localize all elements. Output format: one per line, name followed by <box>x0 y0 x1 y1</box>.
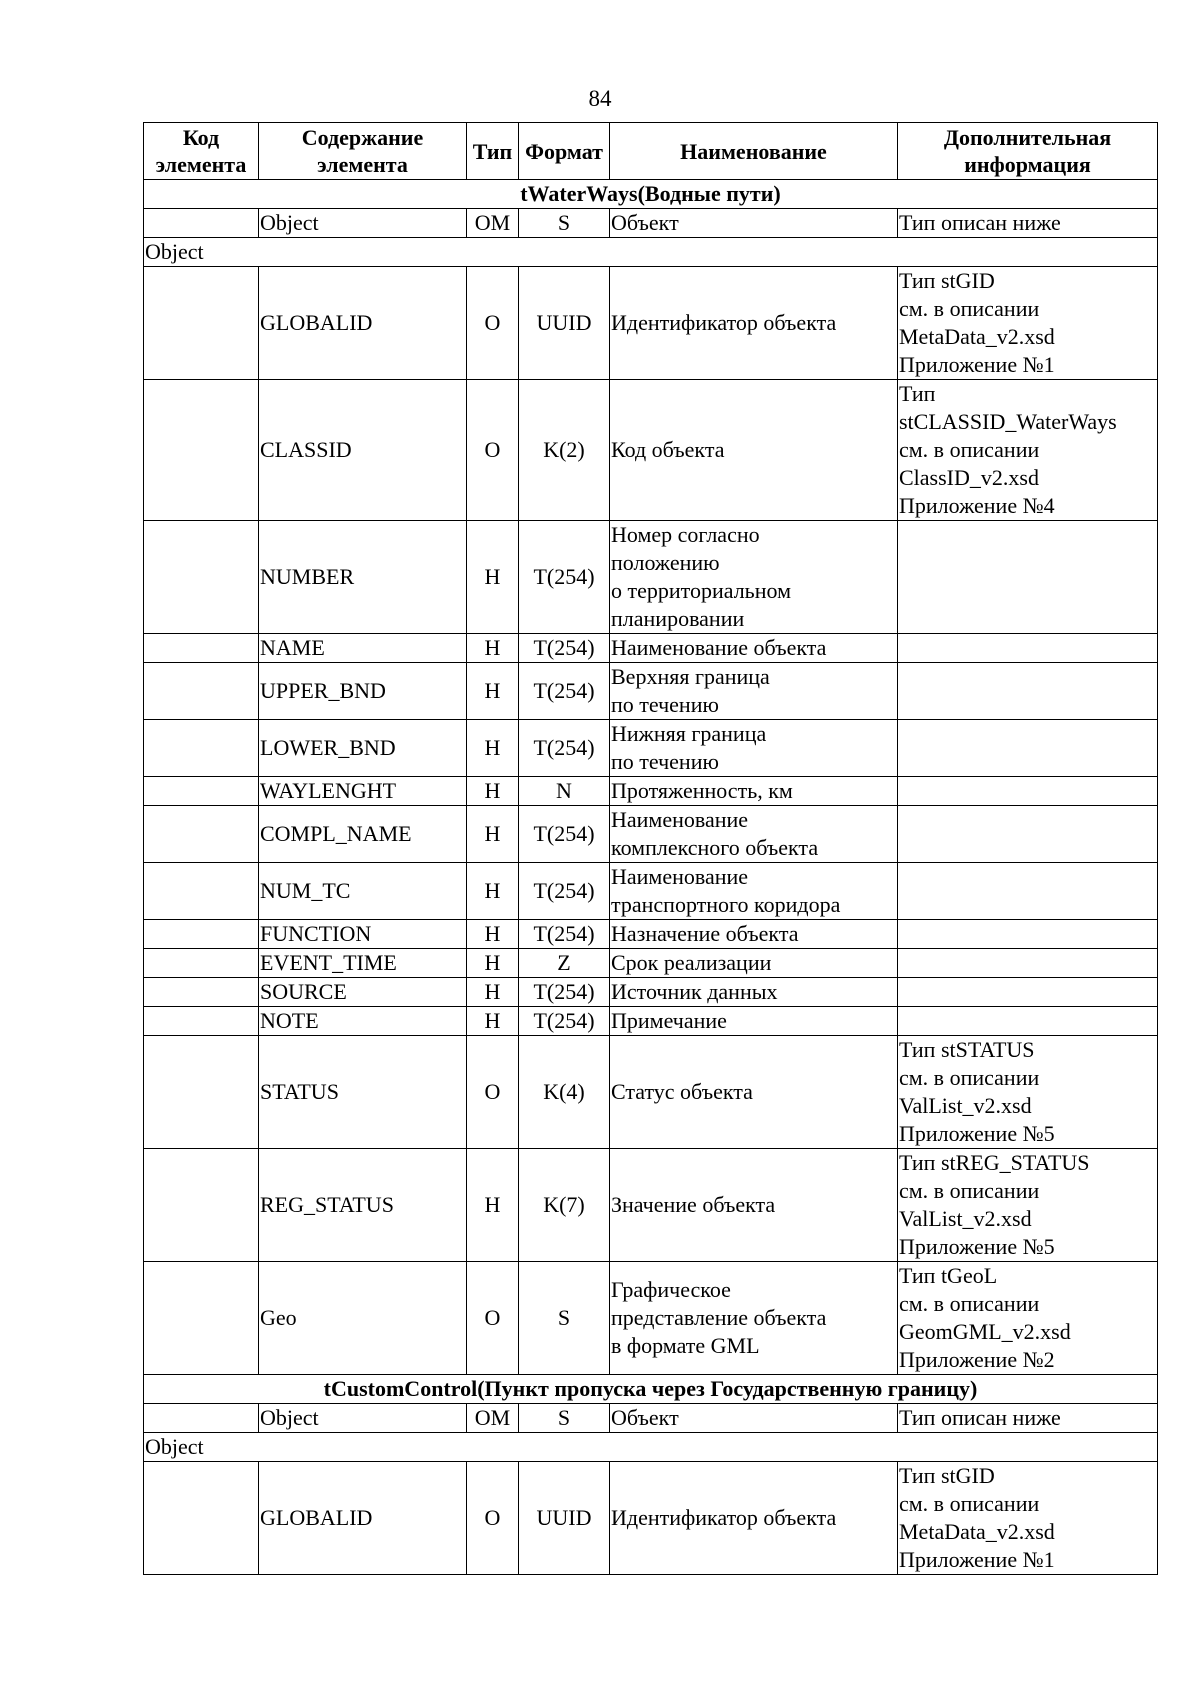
cell-name: Статус объекта <box>610 1036 898 1149</box>
cell-code <box>144 949 259 978</box>
cell-content: NAME <box>259 634 467 663</box>
cell-format: K(4) <box>519 1036 610 1149</box>
cell-code <box>144 920 259 949</box>
cell-info: Тип описан ниже <box>898 209 1158 238</box>
cell-content: Object <box>259 209 467 238</box>
table-body <box>144 180 1158 1575</box>
table-row <box>144 1462 1158 1575</box>
cell-type: H <box>467 863 519 920</box>
cell-content: FUNCTION <box>259 920 467 949</box>
cell-info <box>898 720 1158 777</box>
cell-info <box>898 777 1158 806</box>
page-number: 84 <box>588 86 612 111</box>
cell-code <box>144 1404 259 1433</box>
cell-info: Тип stSTATUS см. в описании ValList_v2.xsd Приложение №5 <box>898 1036 1158 1149</box>
cell-format: T(254) <box>519 920 610 949</box>
cell-content: Geo <box>259 1262 467 1375</box>
column-header-format: Формат <box>519 123 610 180</box>
cell-format: K(7) <box>519 1149 610 1262</box>
cell-name: Код объекта <box>610 380 898 521</box>
table-row <box>144 720 1158 777</box>
cell-code <box>144 1036 259 1149</box>
cell-code <box>144 978 259 1007</box>
table-header-row <box>144 123 1158 180</box>
cell-info <box>898 978 1158 1007</box>
cell-type: O <box>467 1262 519 1375</box>
cell-type: H <box>467 1149 519 1262</box>
cell-content: NOTE <box>259 1007 467 1036</box>
cell-code <box>144 1007 259 1036</box>
element-spec-table <box>143 122 1158 1575</box>
section-title-row <box>144 1375 1158 1404</box>
cell-name: Объект <box>610 1404 898 1433</box>
cell-content: NUMBER <box>259 521 467 634</box>
cell-content: CLASSID <box>259 380 467 521</box>
cell-type: H <box>467 720 519 777</box>
cell-type: H <box>467 978 519 1007</box>
object-label-row <box>144 238 1158 267</box>
cell-info <box>898 1007 1158 1036</box>
cell-type: H <box>467 949 519 978</box>
table-row <box>144 863 1158 920</box>
cell-name: Протяженность, км <box>610 777 898 806</box>
section-title: tCustomControl(Пункт пропуска через Государственную границу) <box>144 1375 1158 1404</box>
cell-content: GLOBALID <box>259 1462 467 1575</box>
object-label: Object <box>144 238 1158 267</box>
cell-info: Тип stCLASSID_WaterWays см. в описании ClassID_v2.xsd Приложение №4 <box>898 380 1158 521</box>
cell-content: WAYLENGHT <box>259 777 467 806</box>
column-header-code: Код элемента <box>144 123 259 180</box>
cell-content: Object <box>259 1404 467 1433</box>
cell-format: T(254) <box>519 720 610 777</box>
cell-format: S <box>519 1404 610 1433</box>
object-label-row <box>144 1433 1158 1462</box>
table-row <box>144 380 1158 521</box>
cell-name: Примечание <box>610 1007 898 1036</box>
column-header-content: Содержание элемента <box>259 123 467 180</box>
cell-content: STATUS <box>259 1036 467 1149</box>
cell-format: S <box>519 1262 610 1375</box>
table-row <box>144 634 1158 663</box>
cell-info <box>898 663 1158 720</box>
cell-name: Идентификатор объекта <box>610 1462 898 1575</box>
cell-type: O <box>467 1462 519 1575</box>
object-label: Object <box>144 1433 1158 1462</box>
cell-info <box>898 806 1158 863</box>
cell-format: S <box>519 209 610 238</box>
cell-code <box>144 863 259 920</box>
cell-code <box>144 1149 259 1262</box>
table-row <box>144 920 1158 949</box>
cell-content: SOURCE <box>259 978 467 1007</box>
cell-code <box>144 720 259 777</box>
table-row <box>144 267 1158 380</box>
cell-name: Графическое представление объекта в формате GML <box>610 1262 898 1375</box>
cell-code <box>144 209 259 238</box>
cell-type: OM <box>467 209 519 238</box>
cell-name: Наименование транспортного коридора <box>610 863 898 920</box>
cell-format: T(254) <box>519 521 610 634</box>
cell-name: Нижняя граница по течению <box>610 720 898 777</box>
column-header-type: Тип <box>467 123 519 180</box>
cell-type: H <box>467 663 519 720</box>
cell-format: T(254) <box>519 863 610 920</box>
cell-format: UUID <box>519 1462 610 1575</box>
cell-type: O <box>467 267 519 380</box>
cell-type: H <box>467 806 519 863</box>
table-row <box>144 1149 1158 1262</box>
cell-format: T(254) <box>519 663 610 720</box>
table-row <box>144 978 1158 1007</box>
cell-name: Номер согласно положению о территориальном планировании <box>610 521 898 634</box>
cell-info: Тип stGID см. в описании MetaData_v2.xsd Приложение №1 <box>898 267 1158 380</box>
cell-info: Тип tGeoL см. в описании GeomGML_v2.xsd Приложение №2 <box>898 1262 1158 1375</box>
cell-info: Тип описан ниже <box>898 1404 1158 1433</box>
cell-format: T(254) <box>519 1007 610 1036</box>
cell-info <box>898 521 1158 634</box>
cell-type: H <box>467 634 519 663</box>
object-row <box>144 1404 1158 1433</box>
table-row <box>144 949 1158 978</box>
cell-name: Наименование комплексного объекта <box>610 806 898 863</box>
cell-code <box>144 777 259 806</box>
cell-name: Срок реализации <box>610 949 898 978</box>
cell-code <box>144 634 259 663</box>
cell-type: O <box>467 380 519 521</box>
cell-type: H <box>467 920 519 949</box>
table-row <box>144 663 1158 720</box>
cell-name: Значение объекта <box>610 1149 898 1262</box>
cell-content: LOWER_BND <box>259 720 467 777</box>
table-row <box>144 1262 1158 1375</box>
cell-name: Верхняя граница по течению <box>610 663 898 720</box>
cell-info <box>898 949 1158 978</box>
table-row <box>144 521 1158 634</box>
column-header-name: Наименование <box>610 123 898 180</box>
cell-format: K(2) <box>519 380 610 521</box>
section-title: tWaterWays(Водные пути) <box>144 180 1158 209</box>
cell-type: O <box>467 1036 519 1149</box>
cell-format: T(254) <box>519 806 610 863</box>
cell-code <box>144 1462 259 1575</box>
cell-content: NUM_TC <box>259 863 467 920</box>
section-title-row <box>144 180 1158 209</box>
column-header-info: Дополнительная информация <box>898 123 1158 180</box>
table-row <box>144 1007 1158 1036</box>
cell-code <box>144 267 259 380</box>
cell-info <box>898 863 1158 920</box>
cell-format: N <box>519 777 610 806</box>
object-row <box>144 209 1158 238</box>
cell-content: REG_STATUS <box>259 1149 467 1262</box>
table-row <box>144 1036 1158 1149</box>
cell-name: Наименование объекта <box>610 634 898 663</box>
cell-name: Объект <box>610 209 898 238</box>
table-row <box>144 777 1158 806</box>
cell-info: Тип stGID см. в описании MetaData_v2.xsd Приложение №1 <box>898 1462 1158 1575</box>
cell-code <box>144 521 259 634</box>
cell-code <box>144 1262 259 1375</box>
cell-name: Идентификатор объекта <box>610 267 898 380</box>
cell-format: UUID <box>519 267 610 380</box>
cell-name: Источник данных <box>610 978 898 1007</box>
cell-format: T(254) <box>519 634 610 663</box>
cell-code <box>144 663 259 720</box>
cell-code <box>144 806 259 863</box>
cell-content: EVENT_TIME <box>259 949 467 978</box>
cell-info <box>898 634 1158 663</box>
cell-info: Тип stREG_STATUS см. в описании ValList_v2.xsd Приложение №5 <box>898 1149 1158 1262</box>
cell-format: Z <box>519 949 610 978</box>
cell-code <box>144 380 259 521</box>
cell-content: UPPER_BND <box>259 663 467 720</box>
cell-name: Назначение объекта <box>610 920 898 949</box>
cell-type: H <box>467 777 519 806</box>
cell-type: H <box>467 521 519 634</box>
cell-format: T(254) <box>519 978 610 1007</box>
cell-content: COMPL_NAME <box>259 806 467 863</box>
cell-type: OM <box>467 1404 519 1433</box>
table-row <box>144 806 1158 863</box>
cell-type: H <box>467 1007 519 1036</box>
cell-content: GLOBALID <box>259 267 467 380</box>
cell-info <box>898 920 1158 949</box>
